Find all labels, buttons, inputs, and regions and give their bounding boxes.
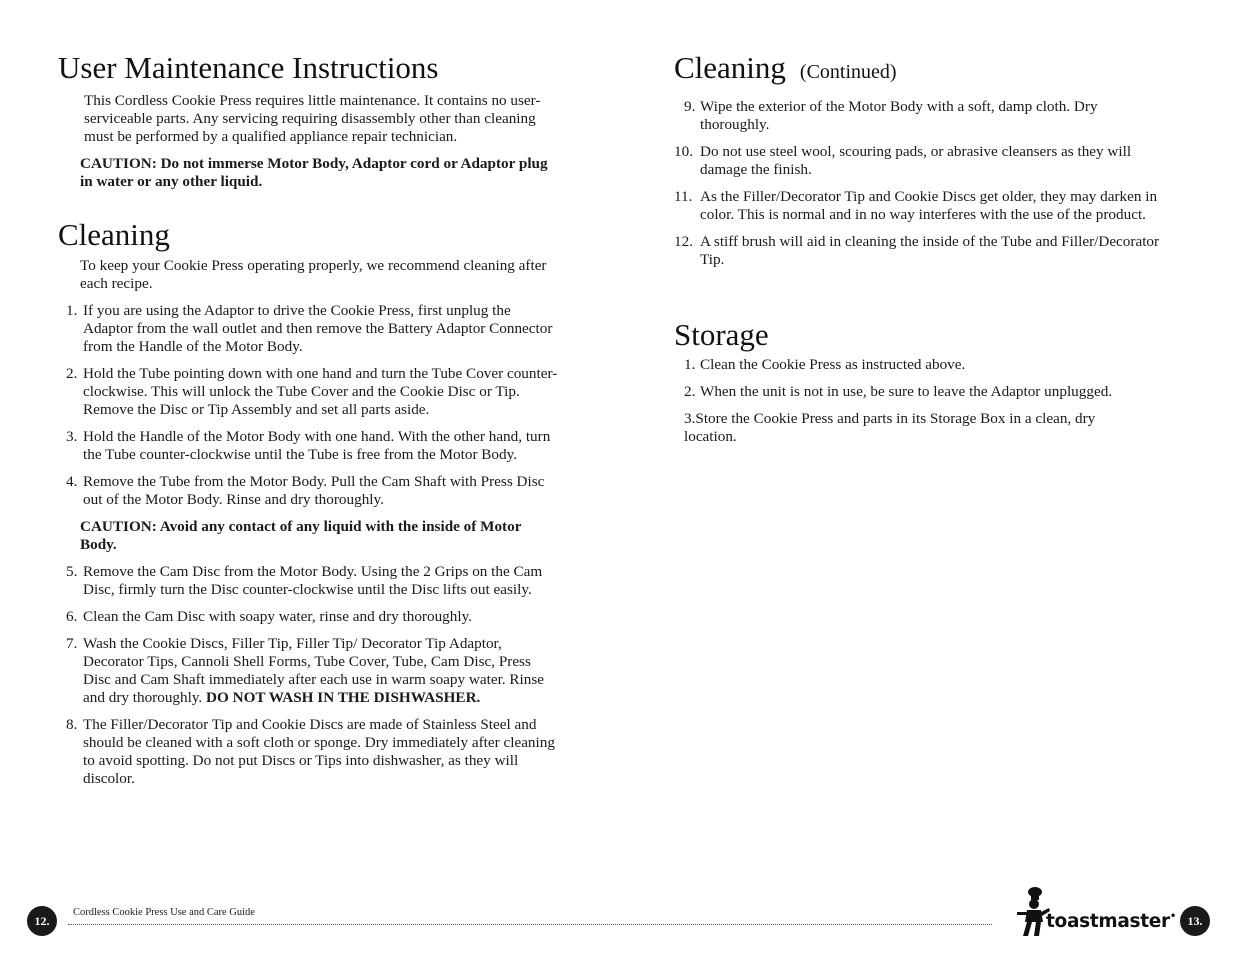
list-item: 6. Clean the Cam Disc with soapy water, rinse and dry thoroughly.	[66, 608, 472, 625]
list-item: 3. Hold the Handle of the Motor Body with one hand. With the other hand, turn the Tube counter-clockwise until the Tube is free from the Motor Body.	[66, 428, 551, 463]
cleaning-steps-9-12	[674, 98, 1164, 269]
list-item: 4. Remove the Tube from the Motor Body. Pull the Cam Shaft with Press Disc out of the Motor Body. Rinse and dry thoroughly.	[66, 473, 545, 508]
list-item: 9. Wipe the exterior of the Motor Body with a soft, damp cloth. Dry thoroughly.	[684, 98, 1098, 133]
caution-immerse: CAUTION: Do not immerse Motor Body, Adaptor cord or Adaptor plug in water or any other liquid.	[80, 155, 548, 190]
list-item: 2. Hold the Tube pointing down with one hand and turn the Tube Cover counter-clockwise. This will unlock the Tube Cover and the Cookie Disc or Tip. Remove the Disc or Tip Assembly and set all parts aside.	[66, 365, 558, 418]
maintenance-text: This Cordless Cookie Press requires little maintenance. It contains no user-serviceable parts. Any servicing requiring disassembly other than cleaning must be performed by a qualified appliance repair technician.	[84, 92, 541, 145]
cleaning-heading: Cleaning	[58, 217, 170, 252]
guide-title: Cordless Cookie Press Use and Care Guide	[73, 907, 255, 918]
list-item: 1. If you are using the Adaptor to drive the Cookie Press, first unplug the Adaptor from the wall outlet and then remove the Battery Adaptor Connector from the Handle of the Motor Body.	[66, 302, 553, 355]
storage-steps	[674, 356, 1164, 401]
list-item: 5. Remove the Cam Disc from the Motor Body. Using the 2 Grips on the Cam Disc, firmly turn the Disc counter-clockwise until the Disc lifts out easily.	[66, 563, 543, 598]
list-item: 10. Do not use steel wool, scouring pads, or abrasive cleansers as they will damage the finish.	[674, 143, 1132, 178]
cleaning-intro: To keep your Cookie Press operating properly, we recommend cleaning after each recipe.	[80, 257, 547, 292]
brand-name: toastmaster•	[1046, 911, 1176, 932]
storage-step-3: 3.Store the Cookie Press and parts in its Storage Box in a clean, dry location.	[684, 410, 1096, 445]
list-item: 7. Wash the Cookie Discs, Filler Tip, Filler Tip/ Decorator Tip Adaptor, Decorator Tips, Cannoli Shell Forms, Tube Cover, Tube, Cam Disc, Press Disc and Cam Shaft immediately after each use in warm soapy water. Rinse and dry thoroughly. DO NOT WASH IN THE DISHWASHER.	[66, 635, 544, 706]
cleaning-steps-5-8	[58, 563, 558, 788]
list-item: 2. When the unit is not in use, be sure to leave the Adaptor unplugged.	[684, 383, 1113, 400]
page-number-left: 12.	[27, 906, 57, 936]
caution-liquid: CAUTION: Avoid any contact of any liquid with the inside of Motor Body.	[80, 518, 522, 553]
cleaning-continued-heading: Cleaning (Continued)	[674, 50, 897, 85]
footer-divider	[68, 924, 992, 925]
maintenance-heading: User Maintenance Instructions	[58, 50, 439, 85]
storage-heading: Storage	[674, 317, 769, 352]
list-item: 12. A stiff brush will aid in cleaning the inside of the Tube and Filler/Decorator Tip.	[674, 233, 1160, 268]
list-item: 11. As the Filler/Decorator Tip and Cookie Discs get older, they may darken in color. This is normal and in no way interferes with the use of the product.	[674, 188, 1158, 223]
right-page	[674, 50, 1164, 446]
list-item: 1. Clean the Cookie Press as instructed above.	[684, 356, 966, 373]
continued-label: (Continued)	[799, 61, 897, 83]
page-number-right: 13.	[1180, 906, 1210, 936]
cleaning-steps-1-4	[58, 302, 558, 509]
left-page	[58, 50, 558, 788]
dishwasher-warning: DO NOT WASH IN THE DISHWASHER.	[206, 689, 481, 706]
list-item: 8. The Filler/Decorator Tip and Cookie Discs are made of Stainless Steel and should be cleaned with a soft cloth or sponge. Dry immediately after cleaning to avoid spotting. Do not put Discs or Tips into dishwasher, as they will discolor.	[66, 716, 555, 787]
